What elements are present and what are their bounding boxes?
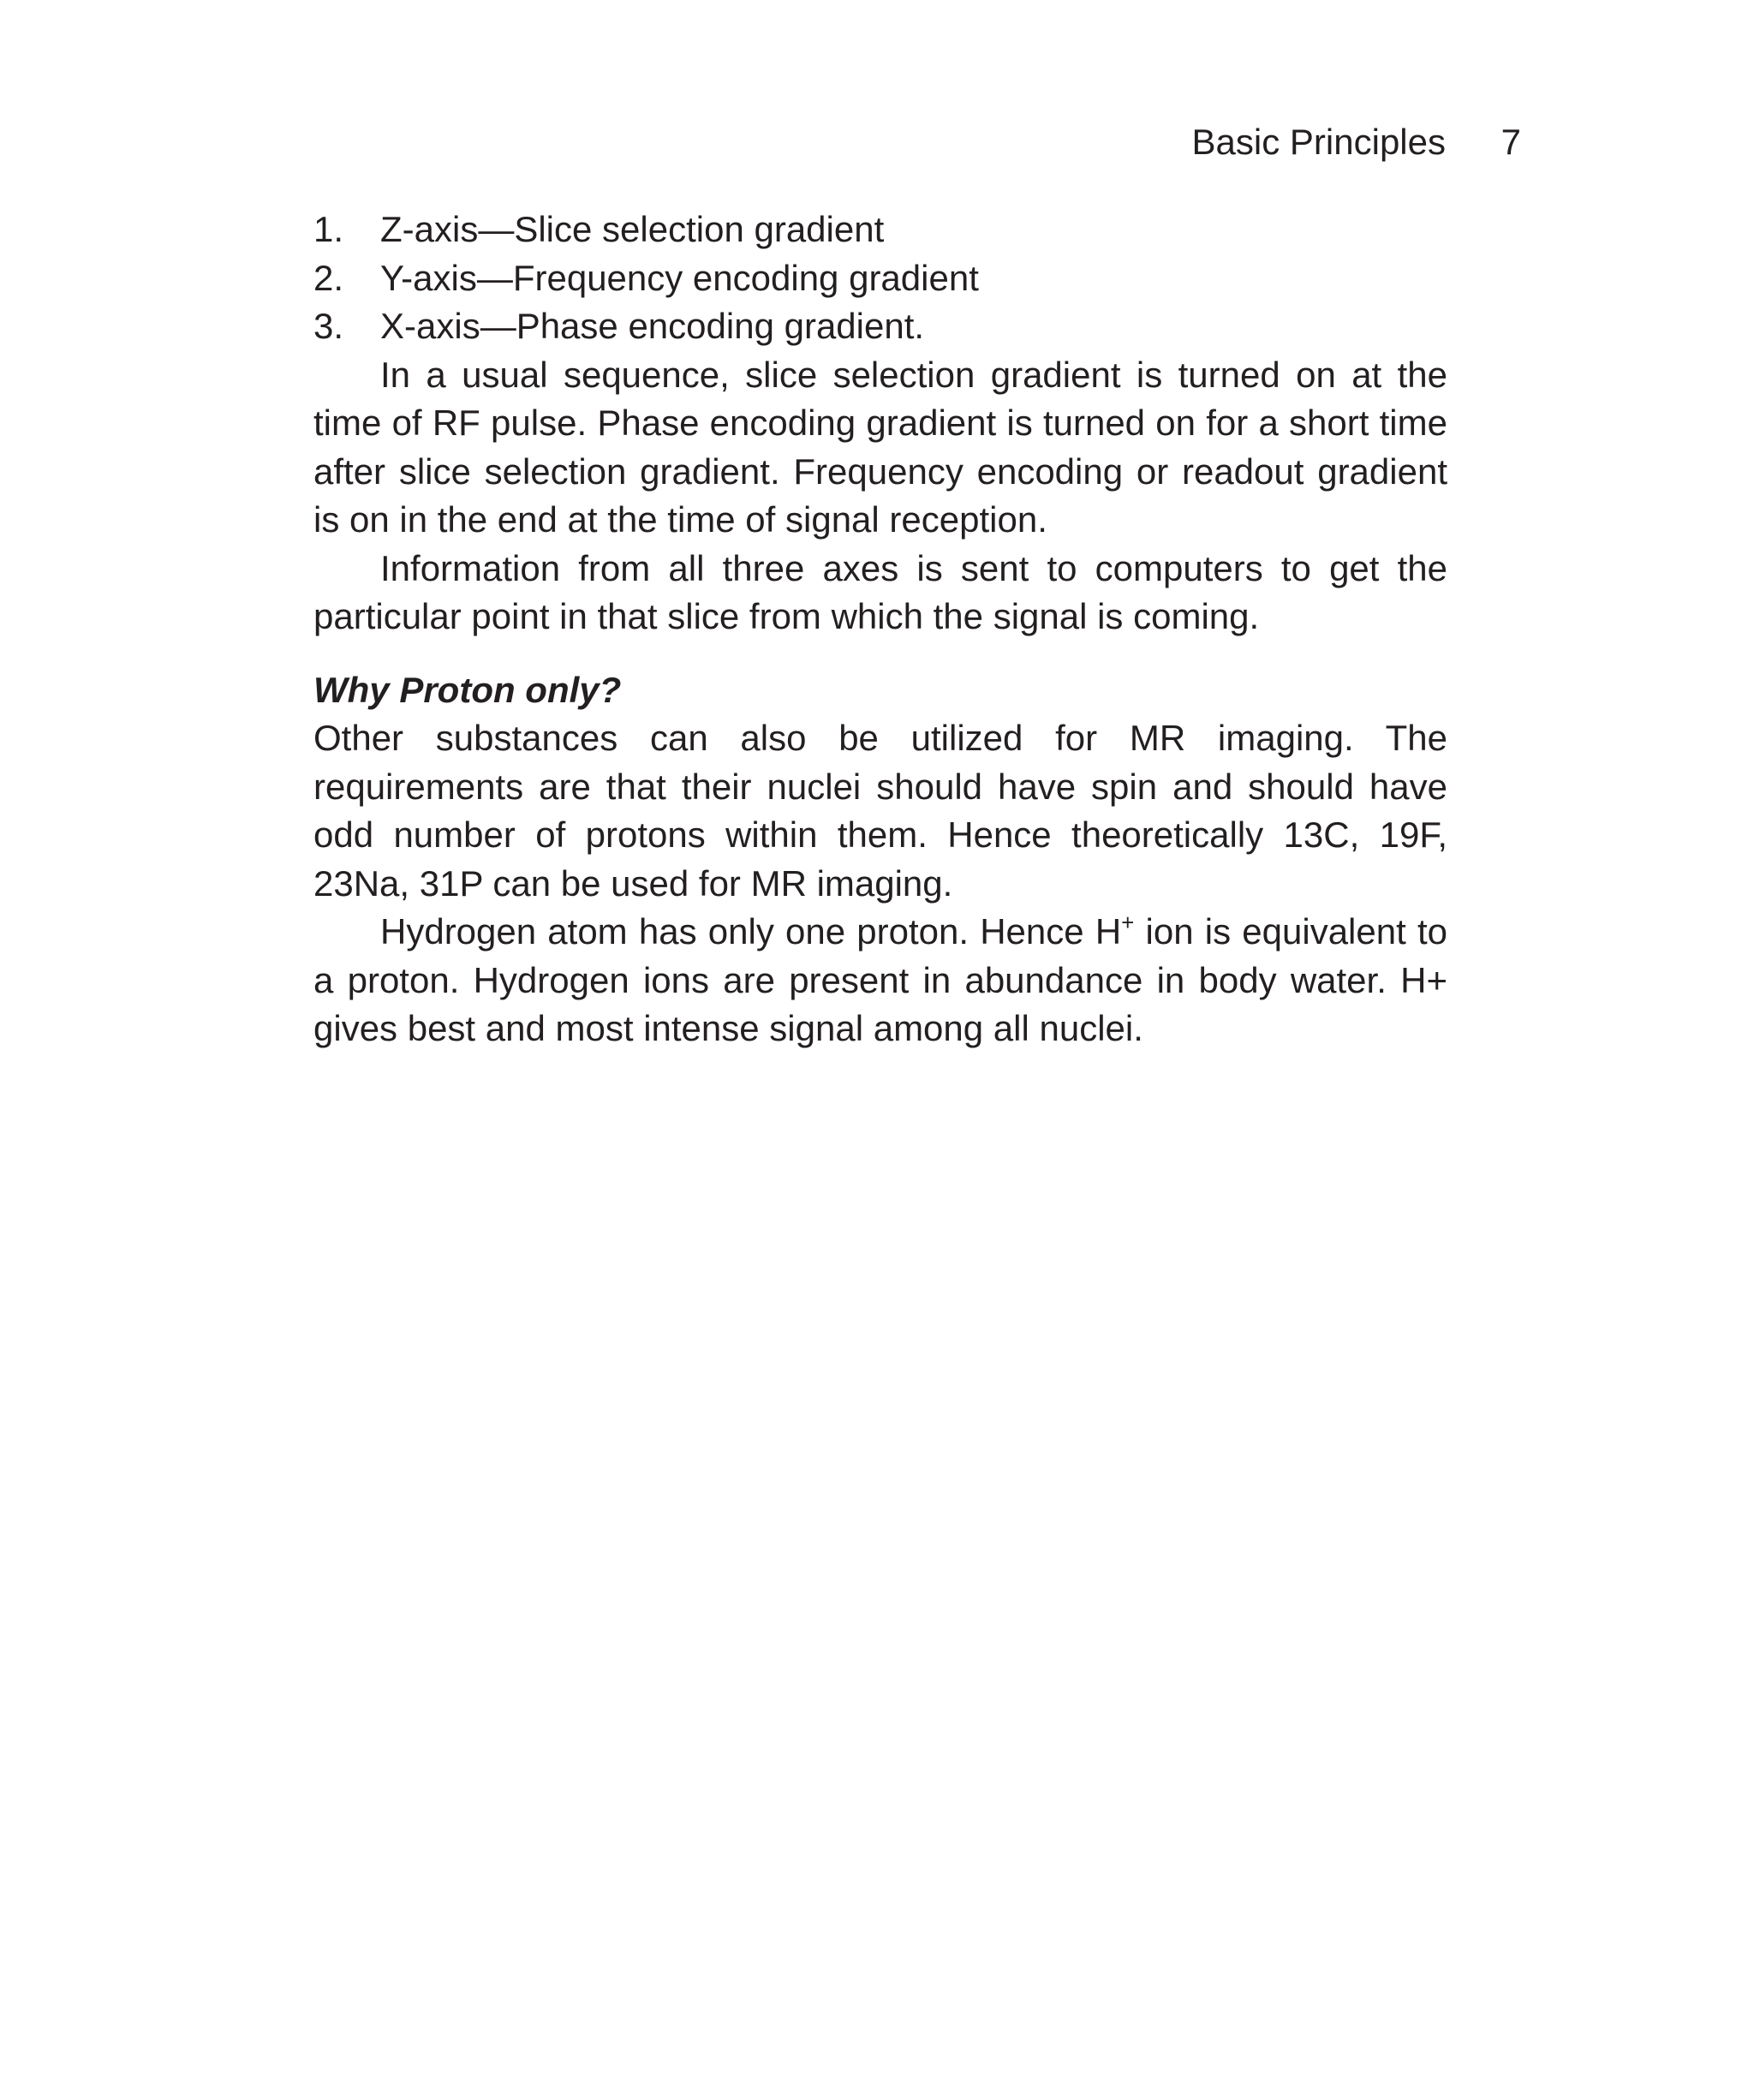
running-title: Basic Principles <box>1191 122 1446 162</box>
running-head <box>1113 116 1542 168</box>
paragraph-hydrogen <box>313 908 1447 1053</box>
section-heading: Why Proton only? <box>313 669 622 710</box>
list-item <box>313 302 1447 351</box>
paragraph-other-substances: Other substances can also be utilized for MR imaging. The requirements are that their nuclei should have spin and should have odd number of protons within them. Hence theoretically 13C, 19F, 23Na, 31P can be used for MR imaging. <box>313 718 1447 904</box>
list-text: Y-axis—Frequency encoding gradient <box>380 257 979 298</box>
paragraph-information: Information from all three axes is sent to computers to get the particular point in that slice from which the signal is coming. <box>313 547 1447 636</box>
list-text: X-axis—Phase encoding gradient. <box>380 306 925 346</box>
superscript-plus: + <box>1121 910 1135 935</box>
gradient-axis-list <box>313 206 1447 351</box>
list-item <box>313 206 1447 254</box>
list-number: 2. <box>313 257 344 298</box>
list-text: Z-axis—Slice selection gradient <box>380 209 885 249</box>
page-number: 7 <box>1500 122 1521 162</box>
list-number: 3. <box>313 306 344 346</box>
paragraph-hydrogen-part1: Hydrogen atom has only one proton. Hence H <box>380 911 1122 952</box>
paragraph-sequence: In a usual sequence, slice selection gradient is turned on at the time of RF pulse. Phase encoding gradient is turned on for a short time after slice selection gradient. Frequency encoding or readout gradient is on in the end at the time of signal reception. <box>313 354 1447 540</box>
paragraph-hydrogen-part2: ion is equivalent to a proton. Hydrogen ions are present in abundance in body water. H+ gives best and most intense signal among all nuclei. <box>313 911 1447 1048</box>
page-body <box>313 206 1447 1053</box>
list-item <box>313 254 1447 303</box>
list-number: 1. <box>313 209 344 249</box>
